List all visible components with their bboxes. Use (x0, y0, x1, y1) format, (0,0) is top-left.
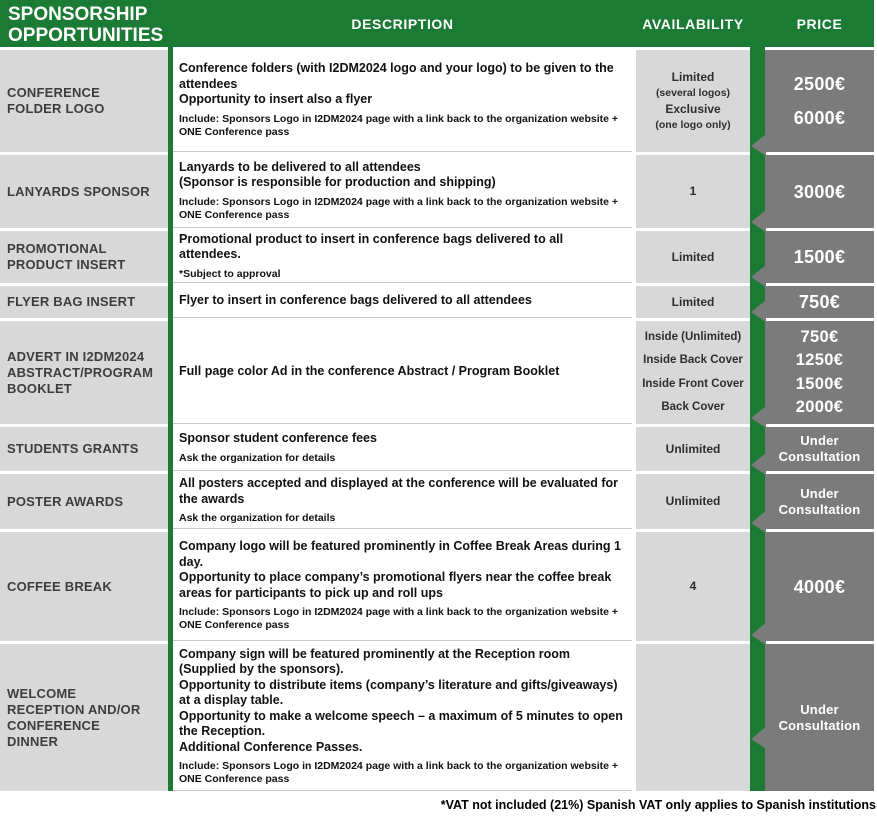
category-cell: CONFERENCE FOLDER LOGO (0, 50, 168, 152)
description-line: Full page color Ad in the conference Abstract / Program Booklet (179, 363, 560, 378)
category-cell: STUDENTS GRANTS (0, 427, 168, 471)
price-value: 1250€ (795, 351, 844, 369)
price-value: 2000€ (795, 398, 844, 416)
description-note: Include: Sponsors Logo in I2DM2024 page with a link back to the organization website + ONE Conference pass (179, 112, 619, 138)
description-line: Flyer to insert in conference bags delivered to all attendees (179, 293, 532, 308)
availability-cell (636, 427, 750, 471)
green-divider (750, 0, 765, 791)
column-header-description: DESCRIPTION (351, 15, 454, 32)
column-header-price: PRICE (796, 15, 843, 32)
description-cell (173, 427, 632, 471)
price-cell (765, 474, 874, 529)
description-line: Opportunity to distribute items (company’s literature and gifts/giveaways) at a display table. (179, 677, 618, 708)
table-row-lanyards-sponsor (0, 155, 874, 228)
price-value: 2500€ (793, 74, 846, 94)
availability-cell (636, 286, 750, 318)
availability-line: Back Cover (661, 401, 725, 413)
price-value: 4000€ (793, 576, 846, 597)
description-cell (173, 286, 632, 318)
availability-cell (636, 474, 750, 529)
availability-line: Limited (671, 70, 715, 84)
category-cell: PROMOTIONAL PRODUCT INSERT (0, 231, 168, 283)
availability-line: Unlimited (665, 441, 721, 456)
description-line: Lanyards to be delivered to all attendees (179, 159, 421, 174)
price-value: 1500€ (793, 247, 846, 267)
price-cell (765, 644, 874, 791)
category-cell: POSTER AWARDS (0, 474, 168, 529)
availability-line: 1 (689, 184, 697, 198)
availability-line: 4 (689, 579, 697, 593)
description-cell (173, 231, 632, 283)
table-row-coffee-break (0, 532, 874, 641)
description-note: Include: Sponsors Logo in I2DM2024 page with a link back to the organization website + ONE Conference pass (179, 606, 619, 631)
description-line: Opportunity to make a welcome speech – a maximum of 5 minutes to open the Reception. (179, 708, 623, 739)
description-line: Promotional product to insert in conference bags delivered to all attendees. (179, 231, 564, 261)
price-value: Under Consultation (778, 485, 861, 517)
availability-line: Exclusive (665, 102, 721, 116)
description-line: All posters accepted and displayed at the conference will be evaluated for the awards (179, 476, 619, 506)
description-cell (173, 644, 632, 791)
price-value: 1500€ (795, 374, 844, 393)
price-cell (765, 427, 874, 471)
description-line: Opportunity to insert also a flyer (179, 92, 373, 107)
price-value: 3000€ (793, 181, 846, 202)
green-divider (168, 0, 173, 791)
description-line: Opportunity to place company’s promotional flyers near the coffee break areas for participants to pick up and roll ups (179, 570, 612, 600)
description-note: Ask the organization for details (179, 512, 336, 524)
category-cell: ADVERT IN I2DM2024 ABSTRACT/PROGRAM BOOKLET (0, 321, 168, 424)
category-cell: LANYARDS SPONSOR (0, 155, 168, 228)
page-title: SPONSORSHIP OPPORTUNITIES (8, 4, 164, 46)
price-value: 6000€ (793, 108, 846, 128)
price-value: 750€ (798, 292, 841, 312)
table-row-poster-awards (0, 474, 874, 529)
description-line: Sponsor student conference fees (179, 431, 377, 446)
availability-cell (636, 532, 750, 641)
column-header-availability: AVAILABILITY (642, 15, 744, 32)
table-row-flyer-bag-insert (0, 286, 874, 318)
description-note: Include: Sponsors Logo in I2DM2024 page with a link back to the organization website + ONE Conference pass (179, 760, 619, 786)
price-value: 750€ (800, 327, 839, 346)
table-row-conference-folder-logo (0, 50, 874, 152)
availability-line: Inside (Unlimited) (644, 330, 742, 343)
description-note: Include: Sponsors Logo in I2DM2024 page with a link back to the organization website + ONE Conference pass (179, 195, 619, 221)
availability-cell (636, 50, 750, 152)
availability-subline: (several logos) (655, 87, 731, 99)
category-cell: WELCOME RECEPTION AND/OR CONFERENCE DINNER (0, 644, 168, 791)
price-value: Under Consultation (778, 701, 861, 733)
description-cell (173, 50, 632, 152)
price-cell (765, 532, 874, 641)
availability-line: Unlimited (665, 494, 721, 508)
availability-cell (636, 321, 750, 424)
category-cell: FLYER BAG INSERT (0, 286, 168, 318)
description-note: Ask the organization for details (179, 451, 336, 464)
price-value: Under Consultation (778, 433, 861, 464)
price-cell (765, 50, 874, 152)
availability-line: Inside Back Cover (643, 354, 743, 366)
description-cell (173, 155, 632, 228)
price-cell (765, 321, 874, 424)
table-row-advert-booklet (0, 321, 874, 424)
vat-footnote: *VAT not included (21%) Spanish VAT only applies to Spanish institutions (440, 798, 876, 812)
availability-cell (636, 644, 750, 791)
category-cell: COFFEE BREAK (0, 532, 168, 641)
availability-cell (636, 231, 750, 283)
table-row-promotional-product-insert (0, 231, 874, 283)
availability-line: Inside Front Cover (642, 377, 744, 390)
description-line: (Sponsor is responsible for production and shipping) (179, 175, 496, 189)
availability-subline: (one logo only) (655, 119, 731, 131)
price-cell (765, 286, 874, 318)
description-line: Conference folders (with I2DM2024 logo and your logo) to be given to the attendees (179, 61, 614, 91)
availability-cell (636, 155, 750, 228)
availability-line: Limited (671, 294, 715, 309)
availability-line: Limited (671, 249, 715, 264)
description-cell (173, 532, 632, 641)
table-row-students-grants (0, 427, 874, 471)
description-line: Additional Conference Passes. (179, 739, 363, 754)
price-cell (765, 155, 874, 228)
description-line: Company sign will be featured prominently at the Reception room (Supplied by the sponsors). (179, 646, 571, 677)
description-cell (173, 321, 632, 424)
description-note: *Subject to approval (179, 267, 281, 280)
table-row-welcome-reception-dinner (0, 644, 874, 791)
description-line: Company logo will be featured prominently in Coffee Break Areas during 1 day. (179, 539, 621, 569)
price-cell (765, 231, 874, 283)
description-cell (173, 474, 632, 529)
table-header (0, 0, 874, 47)
